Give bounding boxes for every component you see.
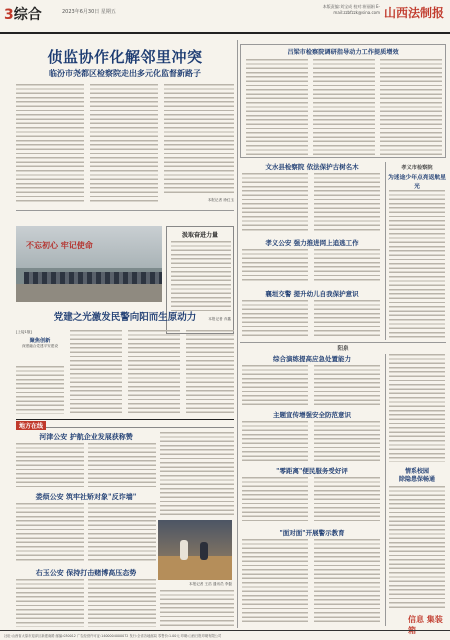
- sidebar-caption: 本报记者 乔鑫: [208, 317, 231, 321]
- basketball-photo: [158, 520, 232, 580]
- local-story-3-title: 右玉公安 保持打击赌博高压态势: [35, 568, 137, 577]
- local-story-2-text-1: [16, 503, 84, 563]
- right-top-text-1: [246, 59, 308, 155]
- right-story-2-text-1: [242, 249, 308, 283]
- editor-info: 本版责编:刘宝成 校对:崔丽娟 E-mail:zzbfzzk@sina.com: [322, 4, 380, 15]
- lead-headline: 侦监协作化解邻里冲突: [47, 48, 203, 66]
- right-story-4-text-1: [242, 365, 308, 405]
- local-story-3-text-2: [88, 579, 156, 627]
- right-strip-rule: [240, 342, 446, 343]
- column-divider: [237, 40, 238, 628]
- lead-subheadline: 临汾市尧都区检察院走出多元化监督新路子: [49, 69, 201, 78]
- page-number: 3综合: [4, 7, 42, 23]
- right-story-1-text-1: [242, 173, 308, 231]
- right-story-6-text-2: [314, 477, 380, 521]
- local-story-2-text-2: [88, 503, 156, 563]
- right-side-story-tag: 孝义市检察院: [401, 165, 433, 171]
- divider: [16, 210, 234, 211]
- second-headline: 党建之光激发民警向阳而生原动力: [53, 312, 197, 323]
- right-story-7-text-2: [314, 539, 380, 625]
- lead-photo: [16, 226, 162, 302]
- right-story-2-text-2: [314, 249, 380, 283]
- second-text-column-2: [70, 330, 122, 414]
- masthead-logo: 山西法制报: [384, 6, 445, 20]
- right-side2-subtitle: 除隐患保畅通: [398, 476, 435, 483]
- local-bottom-right-text: [160, 590, 234, 626]
- lead-text-column-2: [90, 84, 158, 204]
- local-story-1-text-2: [88, 443, 156, 487]
- right-side-story-text: [389, 190, 445, 338]
- right-lower-divider: [385, 354, 386, 626]
- right-inner-divider: [385, 162, 386, 340]
- right-side2-text: [389, 486, 445, 610]
- subsection-title: 聚焦创新: [29, 338, 51, 344]
- photo-banner-text: 不忘初心 牢记使命: [26, 240, 93, 250]
- sidebar-title: 汲取奋进力量: [181, 232, 218, 239]
- right-top-text-3: [380, 59, 442, 155]
- lead-text-column-3: [164, 84, 234, 196]
- issue-date: 2023年6月30日 星期五: [62, 9, 116, 15]
- subsection-box: [16, 330, 64, 364]
- basketball-photo-caption: 本报记者 王浩 通讯员 李磊: [189, 582, 232, 586]
- page-header: [0, 0, 450, 34]
- right-strip-label: 阳泉: [337, 346, 349, 352]
- right-story-2-title: 孝义公安 强力推进网上追逃工作: [265, 239, 359, 247]
- right-story-6-title: "零距离"便民服务受好评: [276, 467, 348, 475]
- sidebar-text: [171, 241, 231, 311]
- continued-tag: [上接1版]: [16, 330, 32, 334]
- info-container-logo: 信息 集装箱: [408, 614, 443, 635]
- right-story-5-text-1: [242, 421, 308, 461]
- right-top-box: [240, 44, 446, 158]
- local-right-column-text: [160, 432, 234, 516]
- local-story-2-title: 娄烦公安 筑牢社矫对象"反诈墙": [35, 492, 137, 501]
- right-story-4-text-2: [314, 365, 380, 405]
- right-story-5-title: 主题宣传增强安全防范意识: [273, 411, 351, 419]
- right-story-7-text-1: [242, 539, 308, 625]
- local-story-1-title: 河津公安 护航企业发展获称赞: [39, 432, 133, 441]
- right-top-box-title: 吕梁市检察院调研指导动力工作提质增效: [287, 49, 399, 56]
- subsection-subtitle: 深度融合党建平安建设: [22, 344, 58, 348]
- right-top-text-2: [313, 59, 375, 155]
- lead-text-column-1: [16, 84, 84, 204]
- right-story-4-title: 综合演练提高应急处置能力: [273, 355, 351, 363]
- right-story-1-title: 文水县检察院 依法保护古树名木: [265, 163, 359, 171]
- lead-byline: 本报记者 徐红玉: [207, 198, 234, 202]
- right-story-5-text-2: [314, 421, 380, 461]
- second-text-column-4: [186, 330, 234, 414]
- page-footer: 社址:山西省太原市迎泽区新建南路 邮编:030012 广告经营许可证:1400004000072 发行:全省各地邮局 零售价:1.00元 印刷:山西日报印刷有限公司: [0, 630, 450, 640]
- right-story-3-text-1: [242, 300, 308, 338]
- right-side2-title: 情系校园: [404, 468, 429, 475]
- second-text-column-1: [16, 366, 64, 414]
- right-side-story-title: 为迷途少年点亮返航星光: [388, 175, 446, 190]
- right-side-upper-text: [389, 354, 445, 462]
- local-section-label: 地方在线: [16, 421, 46, 430]
- local-story-1-text-1: [16, 443, 84, 487]
- local-section-bar: [16, 419, 234, 428]
- right-story-1-text-2: [314, 173, 380, 231]
- right-story-3-title: 襄垣交警 提升幼儿自我保护意识: [265, 290, 359, 298]
- second-text-column-3: [128, 330, 180, 414]
- right-story-6-text-1: [242, 477, 308, 521]
- local-story-3-text-1: [16, 579, 84, 627]
- right-story-3-text-2: [314, 300, 380, 338]
- right-story-7-title: "面对面"开展警示教育: [279, 529, 345, 537]
